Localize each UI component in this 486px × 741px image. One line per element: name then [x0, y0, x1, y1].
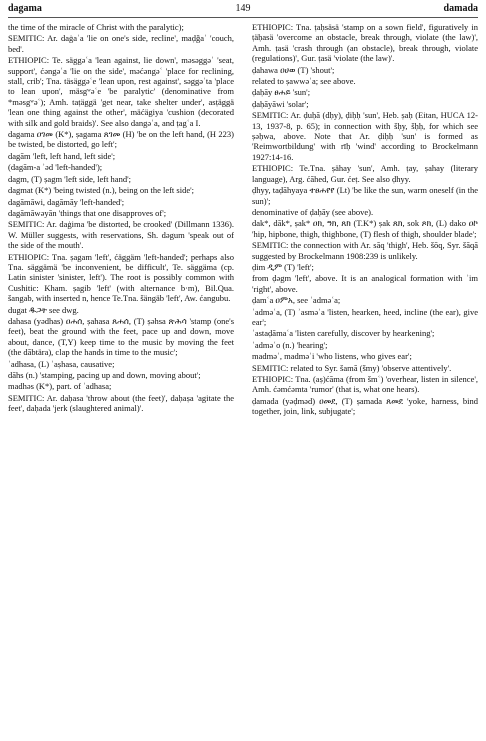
left-column [8, 22, 234, 415]
page-header [8, 3, 478, 17]
entry-paragraph: dagama ዐገመ (K*), ṣagama ጸገመ (H) 'be on the left hand, (H 223) be twisted, be distorted, go left'; [8, 129, 234, 150]
entry-paragraph: dagm, (T) ṣagm 'left side, left hand'; [8, 173, 131, 184]
entry-paragraph: ETHIOPIC: Tna. ṭaḥsäsä 'stamp on a sown field', figuratively in ṭäḥasä 'overcome an obstacle, break through, violate (the law)', Amh. ṭasä 'crash through (an obstacle), break through, violate (regulations)', Gur. ṭasä 'violate (the law)'. [252, 22, 478, 64]
entry-paragraph: dagāmāwi, dagāmāy 'left-handed'; [8, 196, 125, 207]
entry-paragraph: ḍhyy, taḍāhyaya ተፀሐየየ (Lt) 'be like the sun, warm oneself (in the sun)'; [252, 185, 478, 206]
entry-paragraph: ḍaḥāy ፀሐይ 'sun'; [252, 87, 311, 98]
entry-paragraph: (dagām-a ʾəd 'left-handed'); [8, 162, 103, 173]
entry-paragraph: SEMITIC: the connection with Ar. sāq 'thigh', Heb. šōq, Syr. šāqā suggested by Brockelmann 1908:239 is unlikely. [252, 240, 478, 261]
entry-paragraph: ʾastaḍāmaʿa 'listen carefully, discover by hearkening'; [252, 328, 435, 339]
entry-paragraph: dahasa (yədhas) ዐሐሰ, ṣahasa ጸሐሰ, (T) ṣəhsa ጽሕሳ 'stamp (one's feet), beat the ground with the feet, pace up and down, move about, dance, (T,Y) keep time to the music by moving the feet (the dābtära), clap the hands in time to the music'; [8, 315, 234, 358]
entry-paragraph: madhəs (K*), part. of ʾadhasa; [8, 381, 112, 392]
entry-paragraph: dagāmāwəyān 'things that one disapproves of'; [8, 207, 167, 218]
entry-paragraph: SEMITIC: related to Syr. šamā (šmy) 'observe attentively'. [252, 362, 452, 373]
entry-paragraph: dagām 'left, left hand, left side'; [8, 150, 116, 161]
entry-paragraph: ʾadməʿo (n.) 'hearing'; [252, 339, 328, 350]
entry-paragraph: dak*, dāk*, ṣak* ዐክ, ዓክ, ጸክ (T.K*) ṣak ጸክ, sok ጾክ, (L) dako ዐኮ 'hip, hipbone, thigh, thighbone, (T) flesh of thigh, shoulder blade'; [252, 218, 478, 239]
entry-paragraph: related to ṣawwəʿa; see above. [252, 76, 356, 87]
entry-paragraph: SEMITIC: Ar. daġima 'be distorted, be crooked' (Dillmann 1336). W. Müller suggests, with reservations, Sh. dəgum 'speak out of the side of the mouth'. [8, 219, 234, 251]
entry-paragraph: dugat ዱጋት see dwg. [8, 304, 79, 315]
running-head-right: damada [443, 3, 478, 14]
entry-paragraph: from ḍəgm 'left', above. It is an analogical formation with ʾim 'right', above. [252, 273, 478, 294]
entry-paragraph: ḍamada (yəḍməd) ዐመደ, (T) ṣamada ጸመደ 'yoke, harness, bind together, join, link, subjugate'; [252, 395, 478, 417]
entry-paragraph: ḍamʿa ዐምአ, see ʾadməʿa; [252, 295, 341, 306]
entry-paragraph: ETHIOPIC: Tna. (aṣ)ćāma (from šmʿ) 'overhear, listen in silence', Amh. ćəmćəmta 'rumor' (that is, what one hears). [252, 374, 478, 395]
entry-paragraph: madməʿ, madməʿi 'who listens, who gives ear'; [252, 351, 412, 362]
entry-paragraph: dāhs (n.) 'stamping, pacing up and down, moving about'; [8, 370, 201, 380]
page-number: 149 [235, 3, 251, 14]
running-head-left: dagama [8, 3, 42, 14]
entry-paragraph: ḍahawa ዐሀወ (T) 'shout'; [252, 64, 335, 75]
entry-paragraph: denominative of ḍaḥāy (see above). [252, 206, 374, 217]
entry-paragraph: ḍaḥāyāwi 'solar'; [252, 98, 309, 109]
entry-paragraph: ETHIOPIC: Tna. ṣagam 'left', ćäggäm 'left-handed'; perhaps also Tna. säggämä 'be inconvenient, be difficult', Te. säggäma (cp. Latin sinister 'sinister, left'). The root is possibly common with Cushitic: Kham. ṣagib 'left' (with alternance b·m), Bil.Qua. šangab, with inserted n, hence Te.Tna. šängäb 'left', Aw. ćangubu. [8, 251, 234, 304]
right-column [252, 22, 478, 418]
entry-paragraph: the time of the miracle of Christ with the paralytic); [8, 22, 184, 32]
entry-paragraph: SEMITIC: Ar. ḍuḥā (dḥy), ḍiḥḥ 'sun', Heb. ṣaḥ (Eitan, HUCA 12-13, 1937-8, p. 65); in connection with šḥy, šḥḥ, for which see ṣəḥwa, above. Note that Ar. ḍiḥḥ 'sun' is formed as 'Reimwortbildung' with rīḥ 'wind' according to Brockelmann 1927:14-16. [252, 110, 478, 162]
entry-paragraph: dagmat (K*) 'being twisted (n.), being on the left side'; [8, 185, 195, 196]
entry-paragraph: SEMITIC: Ar. daḥasa 'throw about (the feet)', daḥaṣa 'agitate the feet', daḥada 'jerk (slaughtered animal)'. [8, 392, 234, 414]
entry-paragraph: ʾadməʿa, (T) ʾasməʿa 'listen, hearken, heed, incline (the ear), give ear'; [252, 306, 478, 327]
entry-paragraph: ʾadhasa, (L) ʾaṣhasa, causative; [8, 358, 115, 369]
header-rule [8, 17, 478, 18]
entry-paragraph: SEMITIC: Ar. daġaʿa 'lie on one's side, recline', maḍǧaʿ 'couch, bed'. [8, 33, 234, 54]
entry-paragraph: ḍim ዲም (T) 'left'; [252, 261, 314, 272]
entry-paragraph: ETHIOPIC: Te.Tna. ṣähay 'sun', Amh. ṭay, ṣahay (literary language), Arg. ćāhed, Gur. ćeṭ. See also ḍhyy. [252, 163, 478, 184]
entry-paragraph: ETHIOPIC: Te. säggəʿa 'lean against, lie down', məsəggəʿ 'seat, support', ćəngəʿa 'lie on the side', məćəngəʿ 'place for reclining, stall, crib'; Tna. täsäggəʿe 'lean upon, rest against', səggəʿta 'place to lean upon', mäsgʷəʿe 'be paralytic' (denominative from *məsgʷəʿ); Amh. taṭäggä 'get near, take shelter under', asṭäggä 'lean one thing against the other', mäćägiya 'cushion (decorated with silk and gold braids)'. See also dangəʿa, and ṭagʿa I. [8, 55, 234, 128]
